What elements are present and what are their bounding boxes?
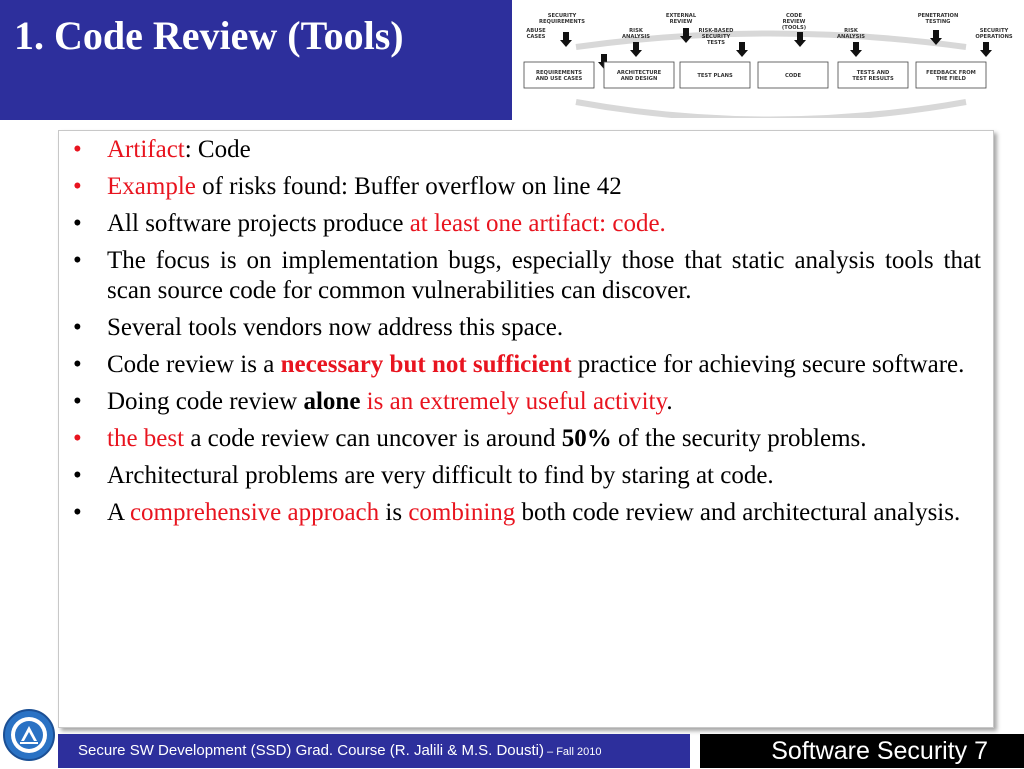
diagram-top-label: REVIEW — [782, 19, 806, 25]
diagram-mid-label: RISK — [844, 28, 858, 34]
bullet-text-part: 50% — [561, 425, 612, 452]
bullet-item — [71, 461, 981, 491]
bullet-item — [71, 350, 981, 380]
bullet-text-part: A — [107, 499, 130, 526]
bullet-text-part: practice for achieving secure software. — [571, 351, 965, 378]
bullet-dot: • — [73, 425, 82, 452]
bullet-text-part: Several tools vendors now address this space. — [107, 314, 564, 341]
bullet-text-part: Artifact — [107, 136, 185, 163]
touchpoints-diagram-svg — [516, 2, 1024, 118]
footer-course-text — [78, 742, 601, 759]
page-label-box — [700, 734, 1024, 768]
bullet-text-part: of risks found: Buffer overflow on line 42 — [195, 173, 622, 200]
bullet-item — [71, 387, 981, 417]
bullet-item — [71, 498, 981, 528]
bullet-text-part: Architectural problems are very difficult to find by staring at code. — [107, 462, 774, 489]
page-label: Software Security 7 — [771, 737, 988, 765]
diagram-down-arrow — [560, 32, 572, 47]
diagram-phase-label: AND USE CASES — [535, 76, 583, 82]
diagram-top-label: REQUIREMENTS — [539, 19, 585, 25]
bullet-text-part: alone — [303, 388, 361, 415]
diagram-phase-label: THE FIELD — [936, 76, 966, 82]
slide-title: 1. Code Review (Tools) — [14, 13, 404, 58]
bullet-text-part: the best — [107, 425, 185, 452]
bullet-text-part: . — [666, 388, 673, 415]
cycle-arrow-bottom — [576, 102, 966, 118]
bullet-text-part: at least one artifact: code. — [409, 210, 666, 237]
diagram-phase-label: FEEDBACK FROM — [926, 70, 976, 76]
bullet-text-part: both code review and architectural analysis. — [515, 499, 961, 526]
diagram-top-label: CODE — [785, 13, 803, 19]
bullet-text-part: Example — [107, 173, 196, 200]
bullet-text-part: Doing code review — [107, 388, 304, 415]
diagram-down-arrow — [980, 42, 992, 57]
bullet-dot: • — [73, 173, 82, 200]
bullet-text-part: combining — [408, 499, 516, 526]
diagram-mid-label: OPERATIONS — [975, 34, 1013, 40]
bullet-dot: • — [73, 210, 82, 237]
diagram-mid-label: SECURITY — [701, 34, 731, 40]
bullet-item — [71, 424, 981, 454]
diagram-phase-label: CODE — [784, 73, 802, 79]
bullet-text-part: of the security problems. — [611, 425, 867, 452]
bullet-item — [71, 135, 981, 165]
diagram-phase-label: REQUIREMENTS — [536, 70, 582, 76]
bullet-text-part: comprehensive approach — [129, 499, 380, 526]
bullet-list — [71, 135, 981, 535]
bullet-dot: • — [73, 388, 82, 415]
bullet-text-part: is — [379, 499, 409, 526]
bullet-text-part: is an extremely useful activity — [360, 388, 667, 415]
footer-term: – Fall 2010 — [543, 746, 602, 758]
diagram-mid-label: RISK-BASED — [698, 28, 734, 34]
diagram-down-arrow — [850, 42, 862, 57]
bullet-text-part: All software projects produce — [107, 210, 410, 237]
bullet-item — [71, 246, 981, 306]
bullet-dot: • — [73, 351, 82, 378]
title-bar — [0, 0, 512, 120]
bullet-text-part: : Code — [184, 136, 251, 163]
diagram-down-arrow — [736, 42, 748, 57]
footer-paren: ) — [538, 742, 544, 759]
diagram-phase-label: AND DESIGN — [620, 76, 658, 82]
diagram-mid-label: ANALYSIS — [836, 34, 866, 40]
diagram-top-label: PENETRATION — [917, 13, 959, 19]
diagram-top-label: (TOOLS) — [781, 25, 807, 31]
bullet-text-part: necessary but not sufficient — [280, 351, 572, 378]
bullet-dot: • — [73, 136, 82, 163]
bullet-dot: • — [73, 314, 82, 341]
bullet-dot: • — [73, 247, 82, 274]
bullet-text-part: Code review is a — [107, 351, 281, 378]
bullet-item — [71, 313, 981, 343]
bullet-item — [71, 209, 981, 239]
diagram-mid-label: SECURITY — [979, 28, 1009, 34]
diagram-phase-label: TESTS AND — [856, 70, 890, 76]
diagram-phase-label: ARCHITECTURE — [616, 70, 662, 76]
footer-course: Secure SW Development (SSD) Grad. Course (R. Jalili & M.S. Dousti — [78, 742, 539, 759]
content-box — [58, 130, 994, 728]
bullet-dot: • — [73, 499, 82, 526]
bullet-text-part: The focus is on implementation bugs, especially those that static analysis tools that scan source code for common vulnerabilities can discover. — [107, 247, 981, 304]
diagram-top-label: REVIEW — [669, 19, 693, 25]
diagram-mid-label: TESTS — [706, 40, 726, 46]
bullet-item — [71, 172, 981, 202]
diagram-top-label: SECURITY — [547, 13, 577, 19]
university-logo — [2, 706, 56, 764]
diagram-mid-label: ABUSE — [526, 28, 546, 34]
bullet-text-part: a code review can uncover is around — [184, 425, 562, 452]
diagram-phase-label: TEST RESULTS — [852, 76, 894, 82]
diagram-mid-label: RISK — [629, 28, 643, 34]
diagram-down-arrow — [630, 42, 642, 57]
diagram-phase-label: TEST PLANS — [697, 73, 733, 79]
touchpoints-diagram — [516, 2, 1024, 118]
bullet-dot: • — [73, 462, 82, 489]
diagram-top-label: TESTING — [925, 19, 951, 25]
footer-bar — [58, 734, 690, 768]
diagram-mid-label: ANALYSIS — [621, 34, 651, 40]
diagram-top-label: EXTERNAL — [665, 13, 697, 19]
diagram-mid-label: CASES — [526, 34, 546, 40]
